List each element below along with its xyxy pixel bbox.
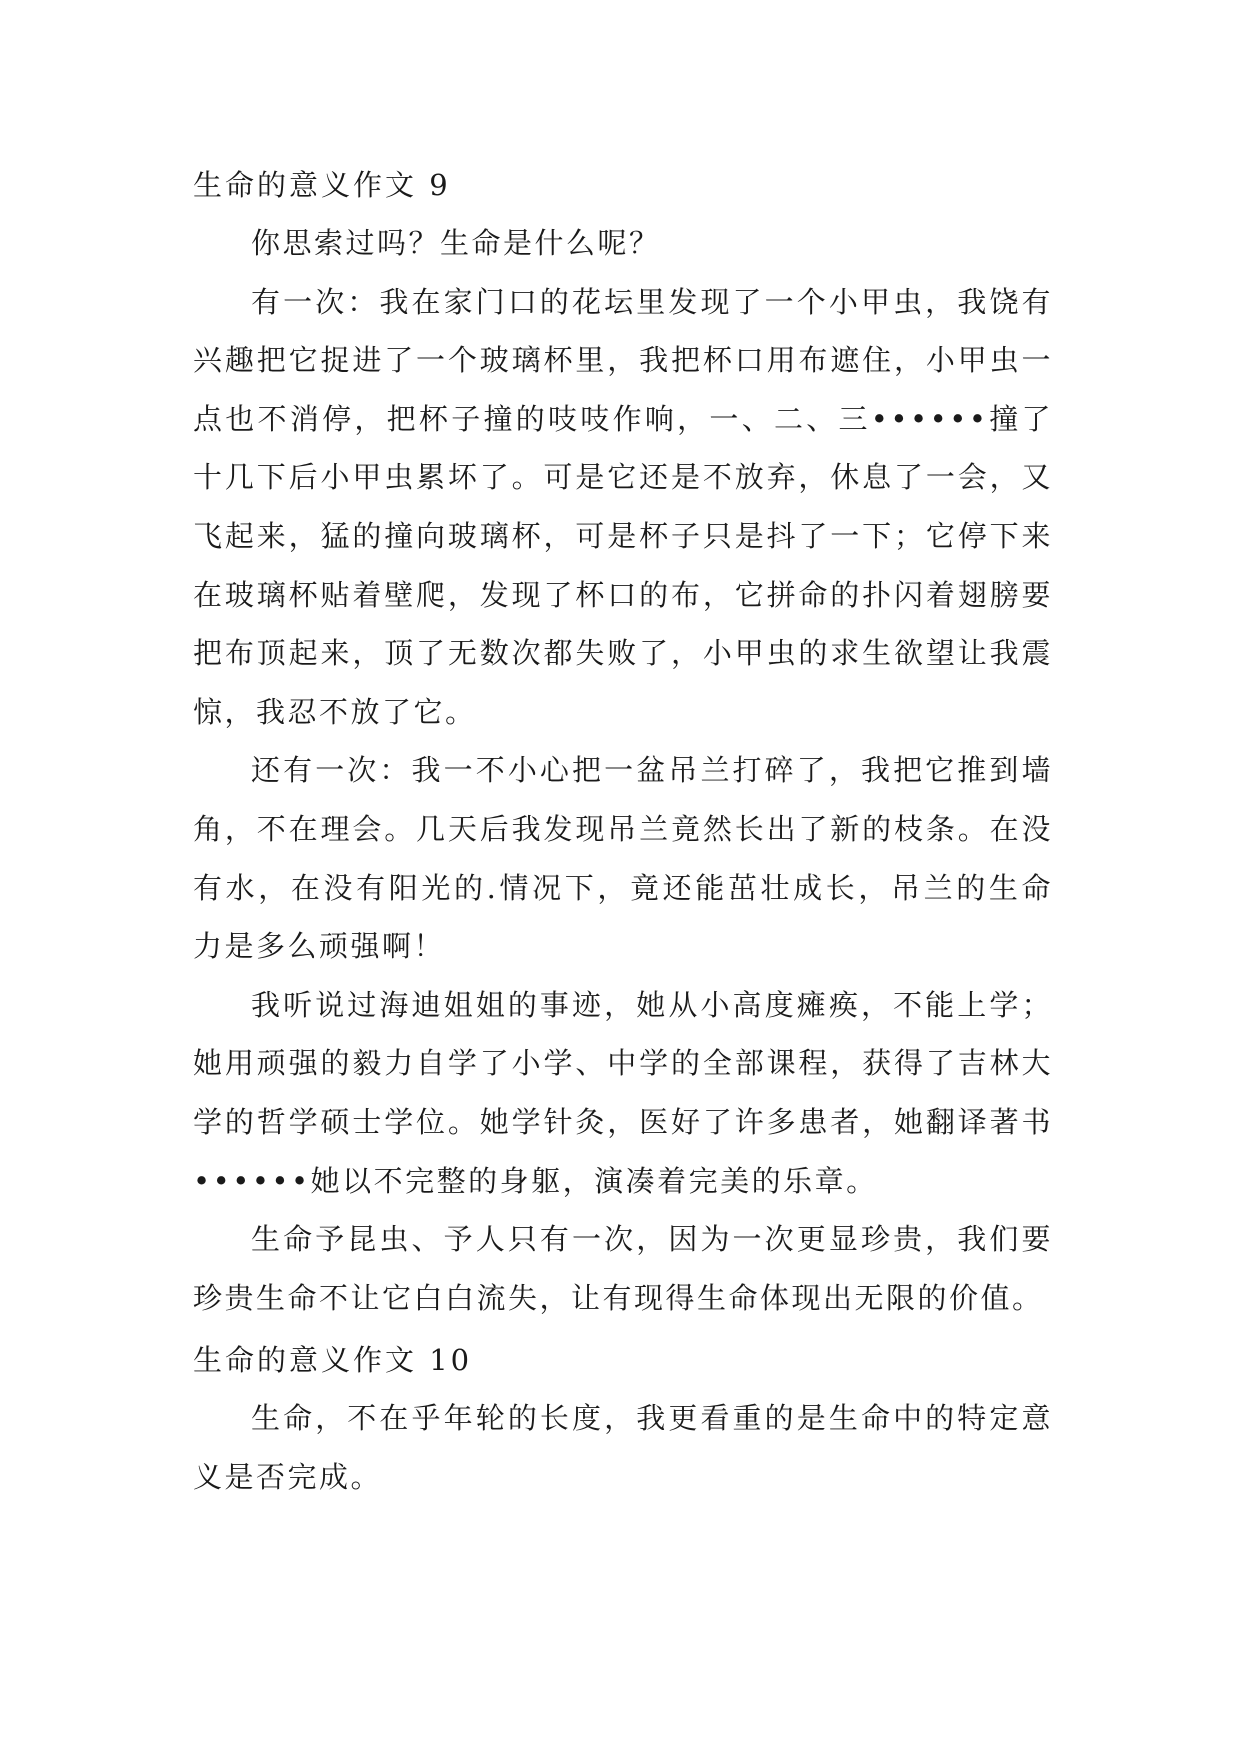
paragraph: 还有一次：我一不小心把一盆吊兰打碎了，我把它推到墙角，不在理会。几天后我发现吊兰竟然长出了新的枝条。在没有水，在没有阳光的.情况下，竟还能茁壮成长，吊兰的生命力是多么顽强啊！ bbox=[193, 753, 1053, 964]
paragraph: 我听说过海迪姐姐的事迹，她从小高度瘫痪，不能上学；她用顽强的毅力自学了小学、中学的全部课程，获得了吉林大学的哲学硕士学位。她学针灸，医好了许多患者，她翻译著书••••••她以不完整的身躯，演凑着完美的乐章。 bbox=[193, 987, 1053, 1198]
paragraph: 生命，不在乎年轮的长度，我更看重的是生命中的特定意义是否完成。 bbox=[193, 1401, 1053, 1494]
document-body bbox=[193, 152, 1053, 1506]
section-heading: 生命的意义作文 9 bbox=[193, 168, 451, 202]
paragraph: 你思索过吗？生命是什么呢？ bbox=[251, 226, 661, 260]
section-heading: 生命的意义作文 10 bbox=[193, 1343, 473, 1378]
paragraph: 有一次：我在家门口的花坛里发现了一个小甲虫，我饶有兴趣把它捉进了一个玻璃杯里，我把杯口用布遮住，小甲虫一点也不消停，把杯子撞的吱吱作响，一、二、三••••••撞了十几下后小甲虫累坏了。可是它还是不放弃，休息了一会，又飞起来，猛的撞向玻璃杯，可是杯子只是抖了一下；它停下来在玻璃杯贴着壁爬，发现了杯口的布，它拼命的扑闪着翅膀要把布顶起来，顶了无数次都失败了，小甲虫的求生欲望让我震惊，我忍不放了它。 bbox=[193, 284, 1053, 729]
paragraph: 生命予昆虫、予人只有一次，因为一次更显珍贵，我们要珍贵生命不让它白白流失，让有现得生命体现出无限的价值。 bbox=[193, 1222, 1053, 1315]
